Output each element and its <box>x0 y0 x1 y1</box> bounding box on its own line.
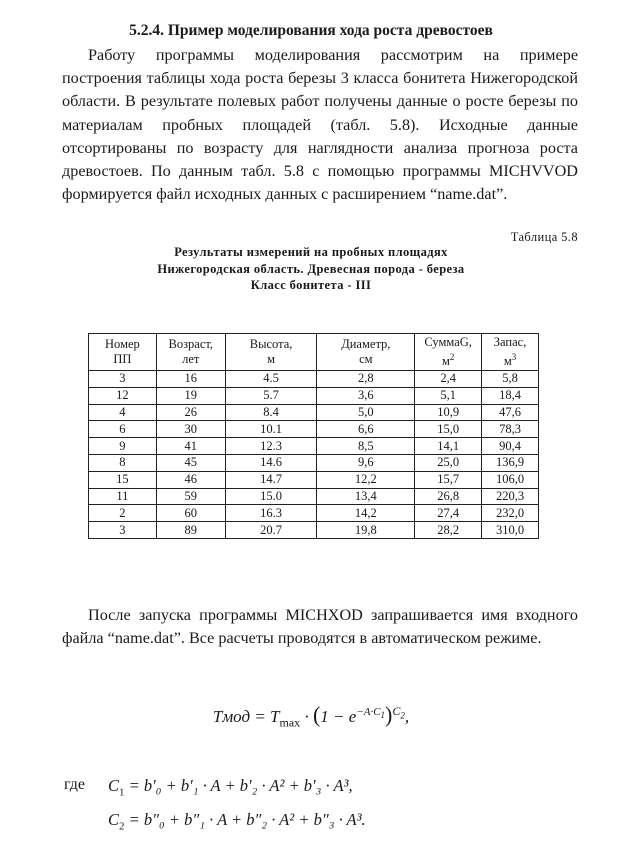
table-header-unit <box>89 352 156 367</box>
table-header-cell <box>317 334 415 371</box>
table-row <box>89 404 539 421</box>
table-cell: 5,1 <box>415 387 482 404</box>
table-cell: 14,1 <box>415 438 482 455</box>
equation-c1-sub: 1 <box>119 786 125 799</box>
table-cell: 46 <box>156 471 225 488</box>
formula-tmod <box>0 702 622 730</box>
table-header-top: Диаметр, <box>341 337 391 351</box>
formula-equals: = <box>254 707 266 726</box>
formula-close-paren: ) <box>385 702 393 727</box>
formula-tmax <box>270 707 301 730</box>
table-header-unit-text: ПП <box>113 352 132 366</box>
equation-c1 <box>108 772 366 806</box>
table-cell: 27,4 <box>415 505 482 522</box>
table-cell: 12.3 <box>225 438 317 455</box>
table-cell: 10.1 <box>225 421 317 438</box>
formula-exponent <box>356 706 386 721</box>
table-header-unit-text: лет <box>182 352 200 366</box>
table-cell: 5,0 <box>317 404 415 421</box>
table-header-top: СуммаG, <box>424 334 472 349</box>
formula-outer-exponent <box>392 704 405 721</box>
table-cell: 89 <box>156 522 225 539</box>
table-cell: 14.7 <box>225 471 317 488</box>
formula-exponent-sub: 1 <box>380 710 386 721</box>
table-cell: 18,4 <box>482 387 539 404</box>
table-cell: 25,0 <box>415 454 482 471</box>
table-header-row <box>89 334 539 371</box>
coefficient-equations <box>108 772 366 841</box>
table-cell: 8 <box>89 454 157 471</box>
data-table <box>88 333 539 539</box>
table-header-top: Возраст, <box>168 337 214 351</box>
table-caption <box>0 244 622 294</box>
formula-one-minus: 1 − e <box>320 707 357 726</box>
table-cell: 16.3 <box>225 505 317 522</box>
table-header-unit <box>226 352 317 367</box>
table-cell: 30 <box>156 421 225 438</box>
table-cell: 220,3 <box>482 488 539 505</box>
table-cell: 45 <box>156 454 225 471</box>
table-row <box>89 505 539 522</box>
table-header-unit <box>317 352 414 367</box>
table-cell: 8.4 <box>225 404 317 421</box>
table-row <box>89 522 539 539</box>
table-cell: 9 <box>89 438 157 455</box>
table-header-unit-text: м <box>267 352 276 366</box>
table-header-cell <box>225 334 317 371</box>
table-cell: 3 <box>89 371 157 388</box>
table-cell: 26 <box>156 404 225 421</box>
table-cell: 14,2 <box>317 505 415 522</box>
table-header-unit-text: м <box>441 354 450 369</box>
table-cell: 11 <box>89 488 157 505</box>
table-cell: 3 <box>89 522 157 539</box>
table-cell: 5.7 <box>225 387 317 404</box>
table-header-top: Высота, <box>249 337 293 351</box>
table-header-top: Номер <box>105 337 140 351</box>
table-cell: 15.0 <box>225 488 317 505</box>
table-caption-line3: Класс бонитета - III <box>250 278 372 292</box>
table-header-cell <box>415 334 482 371</box>
equation-c2-sub: 2 <box>119 820 125 833</box>
table-cell: 136,9 <box>482 454 539 471</box>
table-cell: 20.7 <box>225 522 317 539</box>
table-cell: 10,9 <box>415 404 482 421</box>
table-cell: 8,5 <box>317 438 415 455</box>
table-cell: 106,0 <box>482 471 539 488</box>
paragraph-intro-text: Работу программы моделирования рассмотрим на примере построения таблицы хода роста березы 3 класса бонитета Нижегородской области. В результате полевых работ получены данные о росте березы по материалам пробных площадей (табл. 5.8). Исходные данные отсортированы по возрасту для наглядности анализа прогноза роста древостоев. По данным табл. 5.8 с помощью программы MICHVVOD формируется файл исходных данных с расширением “name.dat”. <box>62 46 578 204</box>
table-label: Таблица 5.8 <box>510 230 578 244</box>
table-cell: 2 <box>89 505 157 522</box>
table-cell: 12 <box>89 387 157 404</box>
equation-c2 <box>108 806 366 840</box>
formula-open-paren: ( <box>312 702 321 727</box>
table-row <box>89 438 539 455</box>
equation-c1-lhs: C <box>108 776 120 795</box>
table-cell: 13,4 <box>317 488 415 505</box>
table-cell: 6,6 <box>317 421 415 438</box>
table-cell: 15 <box>89 471 157 488</box>
table-caption-line1: Результаты измерений на пробных площадях <box>174 245 448 259</box>
formula-outer-exp-text: C <box>392 704 401 719</box>
table-row <box>89 387 539 404</box>
formula-tmax-T: T <box>270 707 280 726</box>
table-cell: 28,2 <box>415 522 482 539</box>
table-row <box>89 471 539 488</box>
table-cell: 4 <box>89 404 157 421</box>
where-label: где <box>64 776 86 793</box>
table-row <box>89 421 539 438</box>
table-cell: 15,0 <box>415 421 482 438</box>
formula-dot: · <box>304 707 309 726</box>
table-cell: 14.6 <box>225 454 317 471</box>
table-cell: 19,8 <box>317 522 415 539</box>
formula-comma: , <box>404 707 410 726</box>
table-cell: 16 <box>156 371 225 388</box>
table-cell: 9,6 <box>317 454 415 471</box>
table-body <box>89 371 539 539</box>
table-header-unit-text: см <box>359 352 373 366</box>
paragraph-run-text: После запуска программы MICHXOD запрашивается имя входного файла “name.dat”. Все расчеты проводятся в автоматическом режиме. <box>62 606 578 648</box>
table-header-cell <box>89 334 157 371</box>
formula-tmax-sub: max <box>279 715 301 730</box>
table-cell: 310,0 <box>482 522 539 539</box>
table-caption-line2: Нижегородская область. Древесная порода - береза <box>157 261 465 276</box>
table-row <box>89 488 539 505</box>
formula-exponent-text: −A·C <box>356 706 381 719</box>
table-header-cell <box>482 334 539 371</box>
table-header-unit-power: 2 <box>449 351 455 362</box>
table-cell: 78,3 <box>482 421 539 438</box>
equation-c2-lhs: C <box>108 810 120 830</box>
table-header-unit <box>482 350 538 369</box>
table-cell: 47,6 <box>482 404 539 421</box>
formula-outer-exp-sub: 2 <box>400 710 405 721</box>
table-header-unit <box>415 350 481 369</box>
table-cell: 90,4 <box>482 438 539 455</box>
table-cell: 2,4 <box>415 371 482 388</box>
table-cell: 15,7 <box>415 471 482 488</box>
table-cell: 60 <box>156 505 225 522</box>
table-header-top: Запас, <box>493 334 527 349</box>
paragraph-intro <box>62 44 578 206</box>
table-cell: 26,8 <box>415 488 482 505</box>
table-cell: 3,6 <box>317 387 415 404</box>
section-title: 5.2.4. Пример моделирования хода роста древостоев <box>129 22 493 39</box>
table-cell: 2,8 <box>317 371 415 388</box>
table-header-unit <box>157 352 225 367</box>
table-cell: 4.5 <box>225 371 317 388</box>
formula-lhs: Tмод <box>212 707 251 726</box>
table-cell: 59 <box>156 488 225 505</box>
table-header-cell <box>156 334 225 371</box>
paragraph-run <box>62 604 578 650</box>
equation-c2-rhs: = b″₀ + b″₁ · A + b″₂ · A² + b″₃ · A³. <box>128 810 366 830</box>
equation-c1-rhs: = b′₀ + b′₁ · A + b′₂ · A² + b′₃ · A³, <box>128 776 353 795</box>
table-header-unit-text: м <box>503 354 512 369</box>
table-cell: 5,8 <box>482 371 539 388</box>
table-cell: 6 <box>89 421 157 438</box>
table-row <box>89 454 539 471</box>
table-cell: 41 <box>156 438 225 455</box>
table-cell: 12,2 <box>317 471 415 488</box>
table-cell: 232,0 <box>482 505 539 522</box>
table-cell: 19 <box>156 387 225 404</box>
table-row <box>89 371 539 388</box>
table-header-unit-power: 3 <box>511 351 517 362</box>
